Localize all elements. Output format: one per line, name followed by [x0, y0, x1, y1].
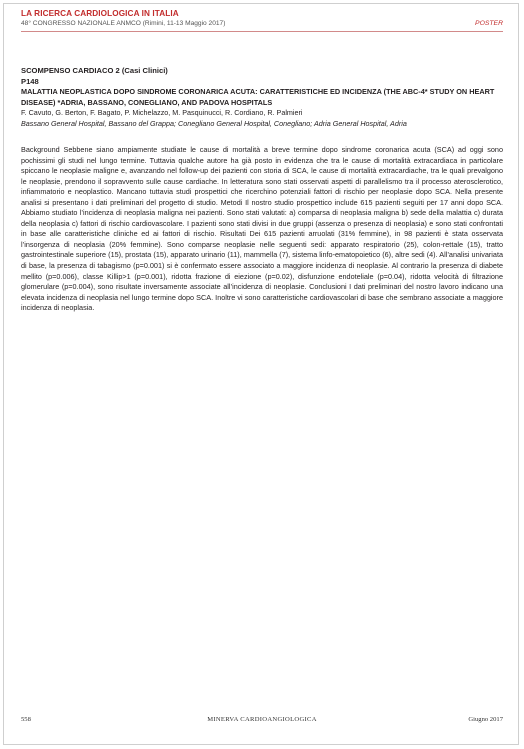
abstract-category: SCOMPENSO CARDIACO 2 (Casi Clinici): [21, 66, 168, 75]
section-tag: POSTER: [475, 20, 503, 27]
abstract-body: Background Sebbene siano ampiamente studiate le cause di mortalità a breve termine dopo sindrome coronarica acuta (SCA) ad oggi sono pochissimi gli studi nel lungo termine. Tuttavia qualche autore ha già posto in evidenza che tra le cause di mortalità extracardiaca in particolare spiccano le neoplasie maligne e, avanzando nel follow-up dei pazienti con storia di SCA, le cause di mortalità extracardiache, tra le quali prevalgono le neoplasie, prendono il sopravvento sulle cause cardiache. In letteratura sono stati osservati aspetti di parallelismo tra il processo aterosclerotico, infiammatorio e neoplastico. Mancano tuttavia studi prospettici che ricerchino potenziali fattori di rischio per neoplasie dopo SCA. Nella presente analisi si presentano i dati preliminari del progetto di studio. Metodi Il nostro studio prospettico include 615 pazienti seguiti per 17 anni dopo SCA. Abbiamo studiato l’incidenza di neoplasia maligna nei pazienti. Sono stati valutati: a) comparsa di neoplasia maligna b) sede della malattia c) durata della neoplasia c) fattori di rischio cardiovascolare. I pazienti sono stati divisi in due gruppi (assenza o presenza di neoplasia) e sono stati confrontati in base alle caratteristiche cliniche ed ai fattori di rischio. Risultati Dei 615 pazienti arruolati (31% femmine), in 98 pazienti è stata osservata l’insorgenza di neoplasia (20% femmine). Sono comparse neoplasie nelle seguenti sedi: apparato respiratorio (25), colon-rettale (15), tratto gastrointestinale superiore (15), prostata (15), apparato urinario (11), mammella (7), sistema linfo-ematopoietico (6), altre sedi (4). All’analisi univariata di base, la presenza di tabagismo (p=0.001) si è confermato essere associato a maggiore incidenza di neoplasie. Al contrario la presenza di diabete mellito (p=0.006), classe Killip>1 (p=0.001), ridotta frazione di eiezione (p=0.02), disfunzione endoteliale (p=0.04), ridotta velocità di filtrazione glomerulare (p=0.004), sono risultate inversamente associate all’incidenza di neoplasie. Conclusioni I dati preliminari del nostro lavoro indicano una elevata incidenza di neoplasia nel lungo termine dopo SCA. Inoltre vi sono caratteristiche cardiovascolari di base che sembrano associate a maggiore incidenza di neoplasia.: [21, 145, 503, 313]
footer-journal-name: MINERVA CARDIOANGIOLOGICA: [207, 716, 317, 723]
abstract-authors: F. Cavuto, G. Berton, F. Bagato, P. Michelazzo, M. Pasquinucci, R. Cordiano, R. Palmieri: [21, 108, 303, 117]
page-footer: [21, 716, 503, 726]
abstract-affiliation: Bassano General Hospital, Bassano del Grappa; Conegliano General Hospital, Conegliano; Adria General Hospital, Adria: [21, 118, 407, 128]
abstract-title: MALATTIA NEOPLASTICA DOPO SINDROME CORONARICA ACUTA: CARATTERISTICHE ED INCIDENZA (THE ABC-4* STUDY ON HEART DISEASE) *ADRIA, BASSANO, CONEGLIANO, AND PADOVA HOSPITALS: [21, 87, 495, 107]
header-divider: [21, 31, 503, 32]
journal-section-title: LA RICERCA CARDIOLOGICA IN ITALIA: [21, 9, 179, 18]
congress-info: 48° CONGRESSO NAZIONALE ANMCO (Rimini, 11-13 Maggio 2017): [21, 20, 226, 27]
running-header: [21, 20, 503, 30]
abstract: [21, 66, 503, 314]
abstract-code: P148: [21, 76, 39, 86]
page-number: 558: [21, 716, 31, 723]
issue-date: Giugno 2017: [468, 716, 503, 723]
